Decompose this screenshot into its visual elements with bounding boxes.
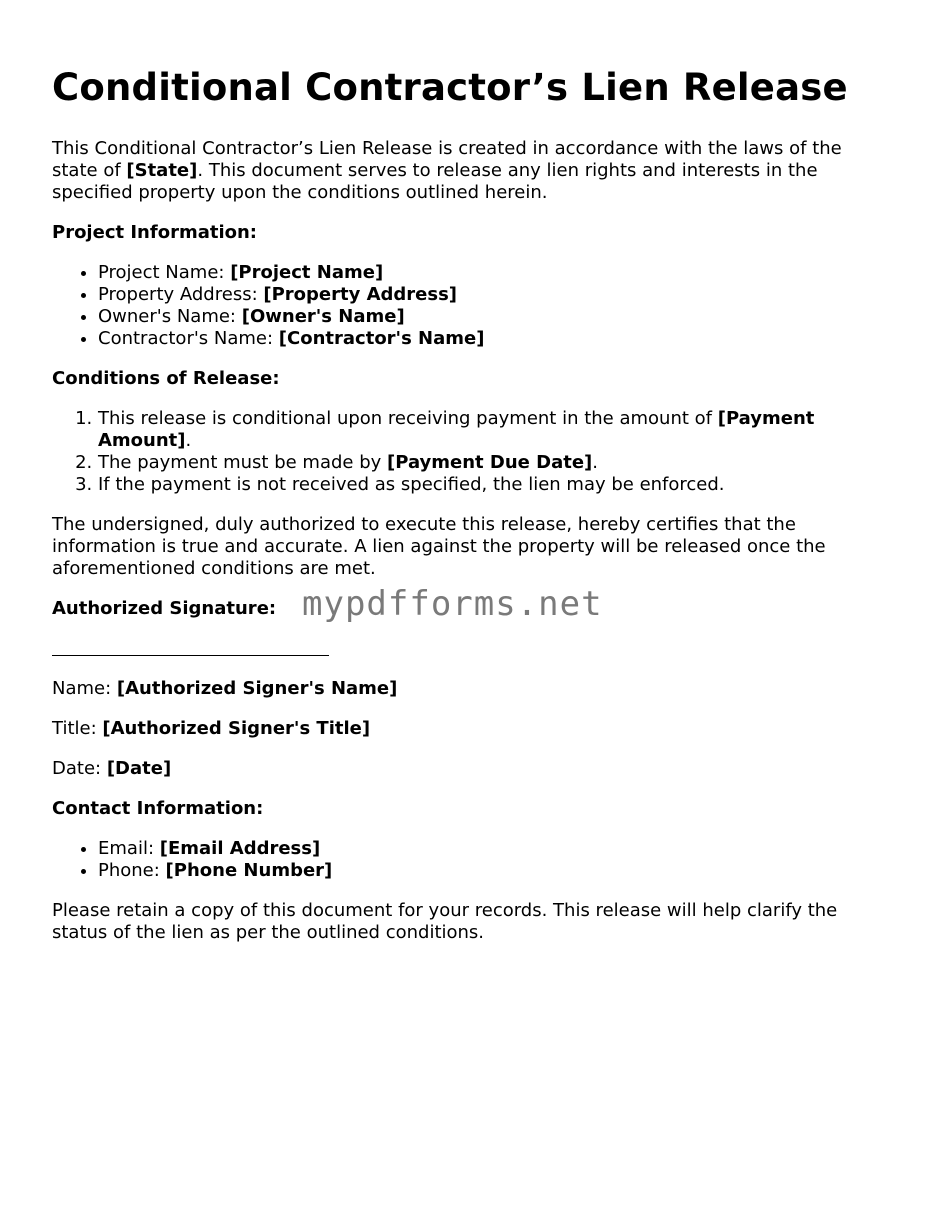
list-item — [98, 306, 888, 328]
project-name-label: Project Name: — [98, 262, 231, 283]
conditions-list — [52, 408, 888, 496]
owner-name-value: [Owner's Name] — [241, 306, 405, 327]
list-item — [98, 838, 888, 860]
date-value: [Date] — [106, 758, 172, 779]
signature-row — [52, 584, 888, 624]
intro-text-after: . This document serves to release any lien rights and interests in the specified property upon the conditions outlined herein. — [52, 160, 818, 203]
signer-title-value: [Authorized Signer's Title] — [102, 718, 371, 739]
list-item — [98, 408, 888, 452]
contact-info-heading: Contact Information: — [52, 798, 264, 819]
condition-2-end: . — [592, 452, 599, 473]
list-item — [98, 452, 888, 474]
authorized-signature-label: Authorized Signature: — [52, 598, 277, 619]
list-item — [98, 328, 888, 350]
phone-value: [Phone Number] — [165, 860, 333, 881]
date-label: Date: — [52, 758, 107, 779]
signer-name-label: Name: — [52, 678, 117, 699]
intro-text-before: This Conditional Contractor’s Lien Release is created in accordance with the laws of the state of — [52, 138, 842, 181]
email-value: [Email Address] — [159, 838, 321, 859]
date-line — [52, 758, 888, 780]
owner-name-label: Owner's Name: — [98, 306, 242, 327]
phone-label: Phone: — [98, 860, 166, 881]
closing-paragraph: Please retain a copy of this document for your records. This release will help clarify the status of the lien as per the outlined conditions. — [52, 900, 838, 943]
list-item — [98, 860, 888, 882]
signer-title-label: Title: — [52, 718, 103, 739]
contractor-name-label: Contractor's Name: — [98, 328, 279, 349]
signer-title-line — [52, 718, 888, 740]
conditions-heading: Conditions of Release: — [52, 368, 280, 389]
payment-amount-value: [Payment Amount] — [98, 408, 815, 451]
watermark: mypdfforms.net — [302, 584, 603, 624]
contact-info-list — [52, 838, 888, 882]
project-info-heading: Project Information: — [52, 222, 257, 243]
signature-line[interactable] — [52, 638, 888, 660]
intro-paragraph — [52, 138, 888, 204]
list-item — [98, 474, 888, 496]
payment-due-date-value: [Payment Due Date] — [387, 452, 593, 473]
property-address-value: [Property Address] — [263, 284, 458, 305]
document-title: Conditional Contractor’s Lien Release — [52, 66, 848, 109]
condition-1-end: . — [185, 430, 192, 451]
property-address-label: Property Address: — [98, 284, 264, 305]
certification-paragraph: The undersigned, duly authorized to execute this release, hereby certifies that the information is true and accurate. A lien against the property will be released once the aforementioned conditions are met. — [52, 514, 826, 579]
state-placeholder: [State] — [126, 160, 198, 181]
email-label: Email: — [98, 838, 160, 859]
list-item — [98, 284, 888, 306]
signature-rule — [52, 655, 329, 656]
contractor-name-value: [Contractor's Name] — [278, 328, 485, 349]
project-info-list — [52, 262, 888, 350]
condition-2-text: The payment must be made by — [98, 452, 388, 473]
signer-name-value: [Authorized Signer's Name] — [116, 678, 398, 699]
condition-1-text: This release is conditional upon receiving payment in the amount of — [98, 408, 718, 429]
list-item — [98, 262, 888, 284]
signer-name-line — [52, 678, 888, 700]
project-name-value: [Project Name] — [230, 262, 384, 283]
condition-3-text: If the payment is not received as specified, the lien may be enforced. — [98, 474, 725, 495]
